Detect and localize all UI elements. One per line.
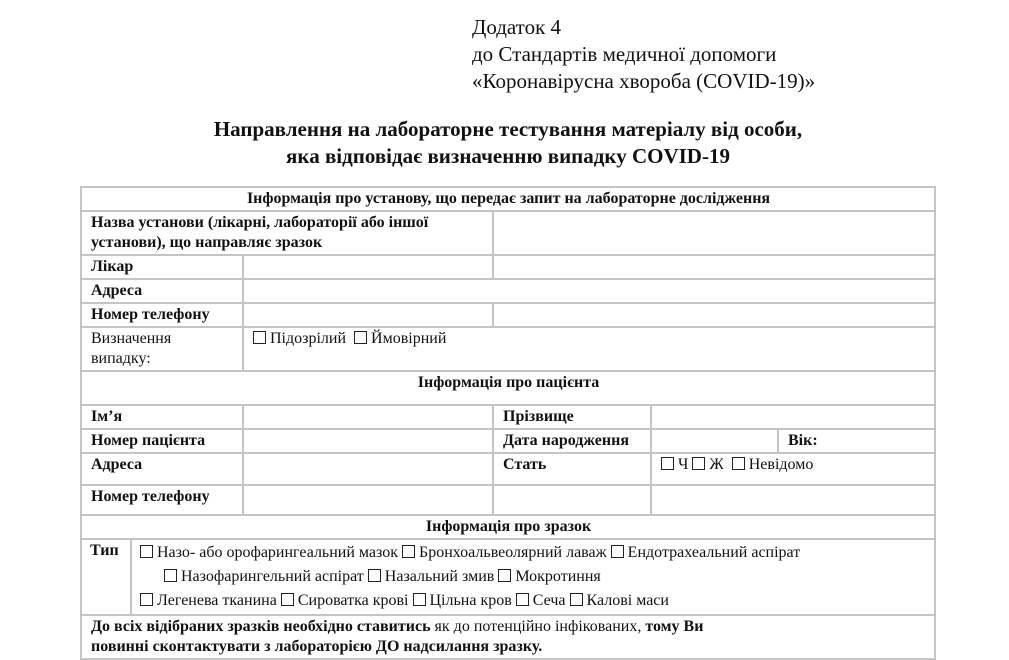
doctor-label: Лікар — [81, 255, 243, 279]
checkbox-icon[interactable] — [498, 569, 511, 582]
checkbox-nasopharyngeal-aspirate[interactable] — [164, 568, 364, 585]
page-title — [80, 116, 936, 170]
sample-types-line-1 — [140, 541, 800, 565]
option-female-label: Ж — [709, 456, 724, 473]
checkbox-icon[interactable] — [140, 545, 153, 558]
checkbox-icon[interactable] — [516, 593, 529, 606]
patient-address-field[interactable] — [243, 453, 493, 485]
patient-number-label: Номер пацієнта — [81, 429, 243, 453]
case-definition-options — [243, 327, 935, 371]
option-label: Назо- або орофарингеальний мазок — [157, 544, 399, 561]
note-line-2: повинні сконтактувати з лабораторією ДО надсилання зразку. — [91, 638, 543, 655]
title-line-1: Направлення на лабораторне тестування матеріалу від особи, — [213, 117, 803, 141]
patient-address-row — [81, 453, 935, 485]
sample-types-line-3 — [140, 589, 800, 613]
birth-date-field[interactable] — [651, 429, 778, 453]
sex-options — [651, 453, 935, 485]
checkbox-nasal-wash[interactable] — [368, 568, 495, 585]
institution-phone-row — [81, 303, 935, 327]
checkbox-whole-blood[interactable] — [413, 592, 512, 609]
checkbox-icon[interactable] — [661, 457, 674, 470]
section-title-sample: Інформація про зразок — [81, 515, 935, 539]
birth-date-label: Дата народження — [493, 429, 651, 453]
checkbox-endotracheal-aspirate[interactable] — [611, 544, 801, 561]
institution-phone-extra-field[interactable] — [493, 303, 935, 327]
case-definition-label: Визначення випадку: — [81, 327, 243, 371]
option-probable-label: Ймовірний — [371, 330, 447, 347]
age-label: Вік: — [778, 429, 935, 453]
sample-type-label: Тип — [82, 540, 132, 614]
patient-number-field[interactable] — [243, 429, 493, 453]
section-title-patient: Інформація про пацієнта — [81, 371, 935, 405]
annex-disease: «Коронавірусна хвороба (COVID-19)» — [472, 69, 816, 93]
checkbox-female[interactable] — [692, 456, 723, 473]
checkbox-naso-oropharyngeal-swab[interactable] — [140, 544, 398, 561]
institution-address-label: Адреса — [81, 279, 243, 303]
institution-phone-field[interactable] — [243, 303, 493, 327]
section-title-institution: Інформація про установу, що передає запит на лабораторне дослідження — [81, 187, 935, 211]
option-label: Назальний змив — [384, 568, 495, 585]
checkbox-icon[interactable] — [611, 545, 624, 558]
institution-section-header — [81, 187, 935, 211]
patient-phone-field[interactable] — [243, 485, 493, 515]
checkbox-icon[interactable] — [413, 593, 426, 606]
checkbox-icon[interactable] — [570, 593, 583, 606]
patient-number-row — [81, 429, 935, 453]
institution-name-row — [81, 211, 935, 255]
annex-header — [472, 14, 815, 95]
option-label: Назофарингельний аспірат — [181, 568, 364, 585]
title-line-2: яка відповідає визначенню випадку COVID-19 — [286, 144, 730, 168]
checkbox-suspected[interactable] — [253, 330, 346, 347]
last-name-field[interactable] — [651, 405, 935, 429]
patient-phone-extra-1[interactable] — [493, 485, 651, 515]
institution-name-field[interactable] — [493, 211, 935, 255]
note-regular-part: як до потенційно інфікованих, — [430, 618, 646, 635]
option-suspected-label: Підозрілий — [270, 330, 347, 347]
institution-phone-label: Номер телефону — [81, 303, 243, 327]
patient-phone-row — [81, 485, 935, 515]
checkbox-urine[interactable] — [516, 592, 566, 609]
checkbox-icon[interactable] — [732, 457, 745, 470]
sample-handling-note — [81, 615, 935, 659]
option-label: Цільна кров — [429, 592, 512, 609]
institution-name-label: Назва установи (лікарні, лабораторії або іншої установи), що направляє зразок — [81, 211, 493, 255]
doctor-row — [81, 255, 935, 279]
case-definition-row — [81, 327, 935, 371]
option-label: Ендотрахеальний аспірат — [627, 544, 801, 561]
patient-phone-extra-2[interactable] — [651, 485, 935, 515]
checkbox-lung-tissue[interactable] — [140, 592, 277, 609]
first-name-field[interactable] — [243, 405, 493, 429]
checkbox-icon[interactable] — [140, 593, 153, 606]
institution-address-field[interactable] — [243, 279, 935, 303]
option-male-label: Ч — [678, 456, 689, 473]
checkbox-icon[interactable] — [281, 593, 294, 606]
patient-name-row — [81, 405, 935, 429]
annex-number: Додаток 4 — [472, 15, 562, 39]
checkbox-blood-serum[interactable] — [281, 592, 409, 609]
sample-type-container — [81, 539, 935, 615]
patient-phone-label: Номер телефону — [81, 485, 243, 515]
patient-section-header — [81, 371, 935, 405]
sample-type-row — [81, 539, 935, 615]
checkbox-stool[interactable] — [570, 592, 669, 609]
referral-form-table — [80, 186, 936, 660]
doctor-field[interactable] — [243, 255, 493, 279]
doctor-extra-field[interactable] — [493, 255, 935, 279]
checkbox-male[interactable] — [661, 456, 688, 473]
checkbox-bronchoalveolar-lavage[interactable] — [402, 544, 607, 561]
checkbox-icon[interactable] — [253, 331, 266, 344]
checkbox-icon[interactable] — [368, 569, 381, 582]
first-name-label: Ім’я — [81, 405, 243, 429]
option-label: Легенева тканина — [157, 592, 277, 609]
note-bold-part-1: До всіх відібраних зразків необхідно ставитись — [91, 618, 431, 635]
option-label: Калові маси — [586, 592, 669, 609]
sample-note-row — [81, 615, 935, 659]
option-unknown-label: Невідомо — [748, 456, 814, 473]
checkbox-icon[interactable] — [354, 331, 367, 344]
checkbox-icon[interactable] — [164, 569, 177, 582]
option-label: Сеча — [532, 592, 566, 609]
option-label: Мокротиння — [515, 568, 601, 585]
last-name-label: Прізвище — [493, 405, 651, 429]
note-bold-part-2: тому Ви — [645, 618, 704, 635]
institution-address-row — [81, 279, 935, 303]
checkbox-unknown[interactable] — [732, 456, 814, 473]
option-label: Сироватка крові — [297, 592, 409, 609]
sample-types-line-2 — [140, 565, 601, 589]
checkbox-icon[interactable] — [402, 545, 415, 558]
option-label: Бронхоальвеолярний лаваж — [419, 544, 607, 561]
patient-address-label: Адреса — [81, 453, 243, 485]
sex-label: Стать — [493, 453, 651, 485]
annex-standard: до Стандартів медичної допомоги — [472, 42, 777, 66]
sample-section-header — [81, 515, 935, 539]
checkbox-probable[interactable] — [354, 330, 446, 347]
checkbox-sputum[interactable] — [498, 568, 600, 585]
sample-type-options — [132, 540, 808, 614]
checkbox-icon[interactable] — [692, 457, 705, 470]
